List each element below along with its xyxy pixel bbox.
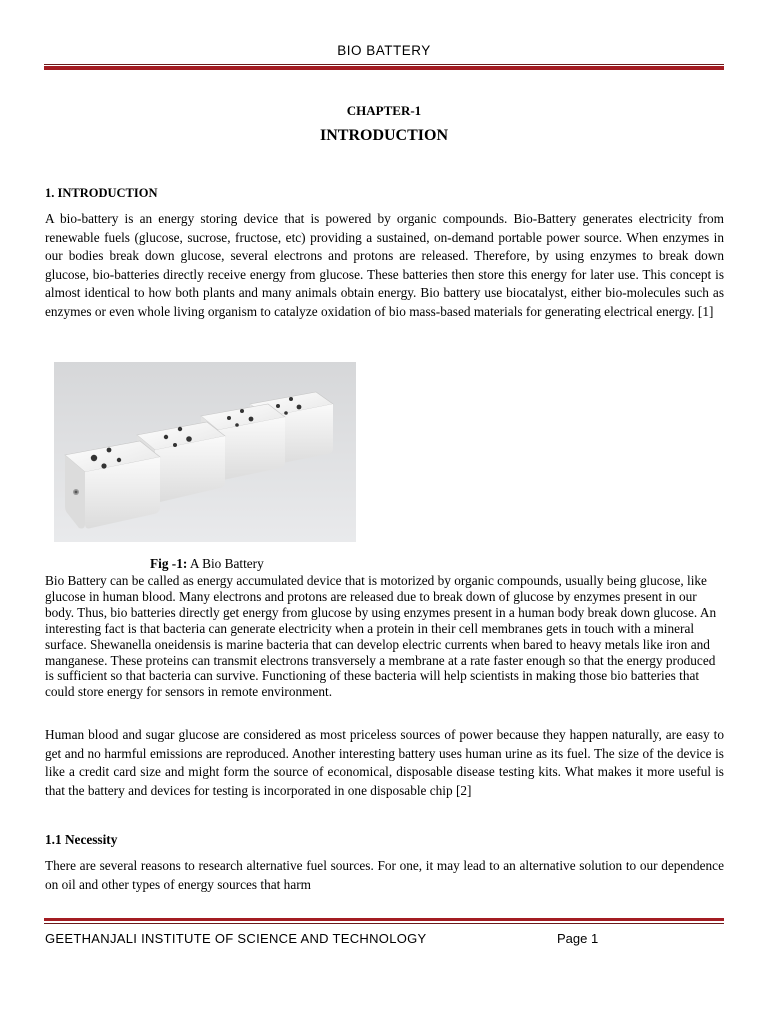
necessity-paragraph: There are several reasons to research alternative fuel sources. For one, it may lead to an alternative solution to our dependence on oil and other types of energy sources that harm [45, 858, 724, 892]
section-heading-introduction: 1. INTRODUCTION [45, 186, 158, 200]
footer-page-number: Page 1 [557, 931, 599, 946]
footer-institute: GEETHANJALI INSTITUTE OF SCIENCE AND TECHNOLOGY [45, 931, 427, 946]
bio-battery-figure [54, 362, 356, 542]
figure-caption-text: A Bio Battery [187, 556, 264, 571]
human-blood-paragraph: Human blood and sugar glucose are considered as most priceless sources of power because they happen naturally, are easy to get and no harmful emissions are reproduced. Another interesting battery uses human urine as its fuel. The size of the device is like a credit card size and might form the source of economical, disposable disease testing kits. What makes it more useful is that the battery and devices for testing is incorporated in one disposable chip [2] [45, 727, 724, 798]
bio-battery-image [54, 362, 356, 542]
figure-caption-label: Fig -1: [150, 556, 188, 571]
bio-battery-paragraph: Bio Battery can be called as energy accumulated device that is motorized by organic compounds, usually being glucose, like glucose in human blood. Many electrons and protons are released due to break down of glucose by enzymes present in our body. Thus, bio batteries directly get energy from glucose by using enzymes present in a human body break down glucose. An interesting fact is that bacteria can generate electricity when a protein in their cell membranes gets in touch with a mineral surface. Shewanella oneidensis is marine bacteria that can develop electric currents when bared to heavy metals like iron and manganese. These proteins can transmit electrons transversely a membrane at a rate faster enough so that the energy produced is sufficient so that bacteria can survive. Functioning of these bacteria will help scientists in making those bio batteries that could store energy for sensors in remote environment. [45, 573, 717, 700]
header-rule-thick [44, 66, 724, 70]
running-header: BIO BATTERY [337, 43, 431, 58]
footer-rule-thin [44, 923, 724, 924]
chapter-title: INTRODUCTION [319, 127, 448, 144]
intro-paragraph: A bio-battery is an energy storing device that is powered by organic compounds. Bio-Battery generates electricity from renewable fuels (glucose, sucrose, fructose, etc) providing a sustained, on-demand portable power source. When enzymes in our bodies break down glucose, several electrons and protons are released. Therefore, by using enzymes to break down glucose, bio-batteries directly receive energy from glucose. These batteries then store this energy for later use. This concept is almost identical to how both plants and many animals obtain energy. Bio battery use biocatalyst, either bio-molecules such as enzymes or even whole living organism to catalyze oxidation of bio mass-based materials for generating electrical energy. [1] [45, 211, 724, 319]
footer-rule-thick [44, 918, 724, 921]
chapter-label: CHAPTER-1 [346, 103, 422, 118]
section-heading-necessity: 1.1 Necessity [45, 832, 118, 847]
figure-caption [150, 556, 264, 572]
header-rule-thin [44, 64, 724, 65]
